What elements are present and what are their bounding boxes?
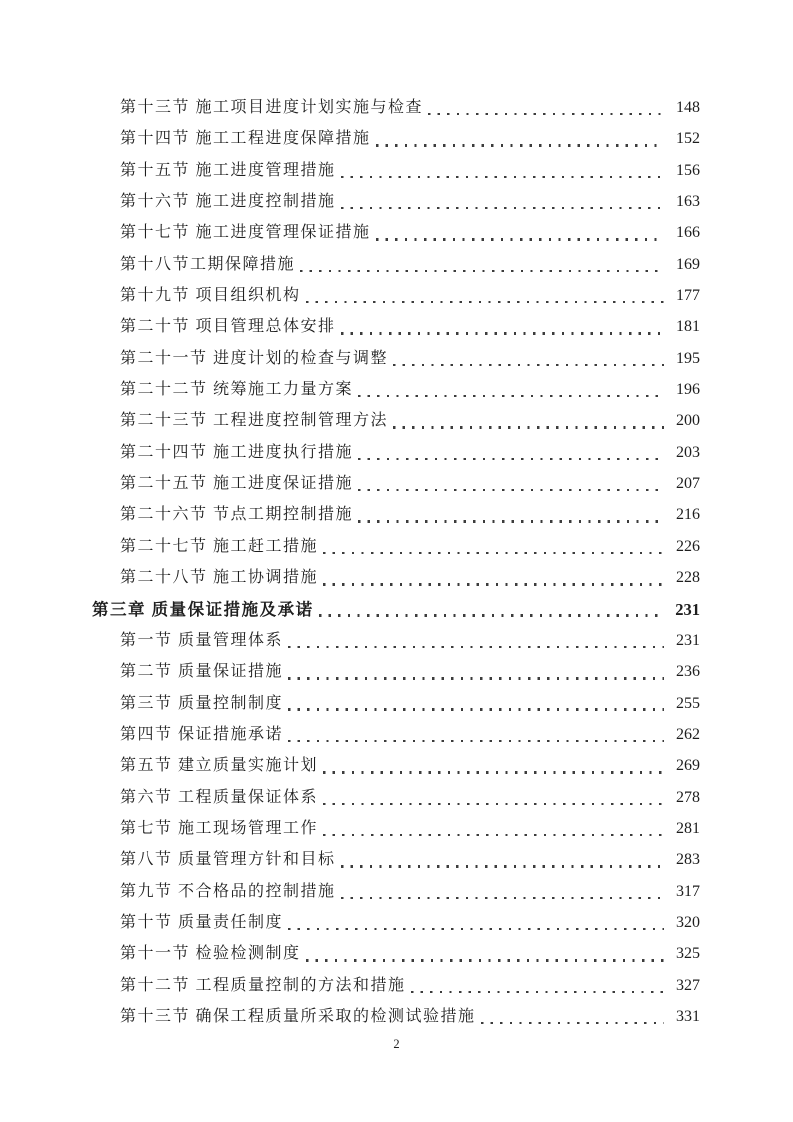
dot-leader: [388, 343, 670, 374]
toc-entry-label: 第二十三节 工程进度控制管理方法: [120, 412, 389, 430]
toc-entry-page: 166: [676, 224, 700, 242]
dot-leader: [353, 468, 670, 499]
dot-leader: [318, 750, 670, 781]
toc-entry-page: 278: [676, 788, 700, 806]
toc-entry-page: 327: [676, 976, 700, 994]
toc-section-entry[interactable]: [92, 876, 700, 907]
toc-entry-page: 195: [676, 349, 700, 367]
toc-entry-page: 177: [676, 287, 700, 305]
toc-entry-page: 269: [676, 757, 700, 775]
toc-entry-label: 第七节 施工现场管理工作: [120, 819, 319, 837]
dot-leader: [336, 844, 670, 875]
toc-section-entry[interactable]: [92, 343, 700, 374]
toc-entry-page: 216: [676, 506, 700, 524]
toc-section-entry[interactable]: [92, 844, 700, 875]
toc-entry-page: 200: [676, 412, 700, 430]
dot-leader: [283, 907, 670, 938]
toc-entry-label: 第二十节 项目管理总体安排: [120, 318, 336, 336]
toc-entry-label: 第五节 建立质量实施计划: [120, 757, 319, 775]
toc-entry-page: 203: [676, 443, 700, 461]
dot-leader: [406, 970, 670, 1001]
toc-section-entry[interactable]: [92, 938, 700, 969]
toc-section-entry[interactable]: [92, 217, 700, 248]
toc-entry-page: 320: [676, 913, 700, 931]
dot-leader: [336, 876, 670, 907]
toc-entry-label: 第二节 质量保证措施: [120, 663, 284, 681]
toc-section-entry[interactable]: [92, 155, 700, 186]
toc-entry-label: 第十节 质量责任制度: [120, 913, 284, 931]
toc-section-entry[interactable]: [92, 123, 700, 154]
toc-entry-label: 第一节 质量管理体系: [120, 631, 284, 649]
toc-entry-page: 207: [676, 475, 700, 493]
toc-entry-page: 231: [676, 631, 700, 649]
toc-entry-label: 第二十二节 统筹施工力量方案: [120, 381, 354, 399]
toc-section-entry[interactable]: [92, 813, 700, 844]
toc-entry-label: 第二十一节 进度计划的检查与调整: [120, 349, 389, 367]
toc-section-entry[interactable]: [92, 437, 700, 468]
toc-entry-label: 第八节 质量管理方针和目标: [120, 851, 336, 869]
toc-entry-label: 第十三节 确保工程质量所采取的检测试验措施: [120, 1007, 476, 1025]
toc-entry-page: 163: [676, 193, 700, 211]
toc-entry-page: 181: [676, 318, 700, 336]
toc-entry-label: 第二十四节 施工进度执行措施: [120, 443, 354, 461]
dot-leader: [318, 813, 670, 844]
toc-entry-label: 第六节 工程质量保证体系: [120, 788, 319, 806]
toc-entry-page: 196: [676, 381, 700, 399]
toc-section-entry[interactable]: [92, 970, 700, 1001]
toc-section-entry[interactable]: [92, 750, 700, 781]
toc-entry-page: 231: [675, 599, 700, 619]
toc-section-entry[interactable]: [92, 311, 700, 342]
dot-leader: [314, 594, 670, 625]
toc-section-entry[interactable]: [92, 92, 700, 123]
toc-entry-page: 325: [676, 945, 700, 963]
toc-section-entry[interactable]: [92, 186, 700, 217]
dot-leader: [318, 782, 670, 813]
toc-entry-page: 148: [676, 99, 700, 116]
dot-leader: [318, 531, 670, 562]
toc-entry-label: 第十九节 项目组织机构: [120, 287, 301, 305]
toc-entry-label: 第二十八节 施工协调措施: [120, 569, 319, 587]
toc-entry-label: 第三章 质量保证措施及承诺: [92, 599, 314, 619]
toc-entry-label: 第三节 质量控制制度: [120, 694, 284, 712]
toc-entry-label: 第二十五节 施工进度保证措施: [120, 475, 354, 493]
toc-entry-label: 第十三节 施工项目进度计划实施与检查: [120, 99, 424, 116]
toc-entry-page: 169: [676, 255, 700, 273]
dot-leader: [283, 625, 670, 656]
toc-section-entry[interactable]: [92, 531, 700, 562]
dot-leader: [336, 311, 670, 342]
dot-leader: [371, 123, 670, 154]
toc-entry-label: 第十四节 施工工程进度保障措施: [120, 130, 371, 148]
toc-section-entry[interactable]: [92, 625, 700, 656]
table-of-contents: [92, 92, 700, 1032]
toc-section-entry[interactable]: [92, 499, 700, 530]
toc-entry-label: 第二十七节 施工赶工措施: [120, 537, 319, 555]
toc-entry-page: 228: [676, 569, 700, 587]
toc-entry-page: 317: [676, 882, 700, 900]
toc-entry-page: 236: [676, 663, 700, 681]
toc-section-entry[interactable]: [92, 374, 700, 405]
dot-leader: [295, 249, 670, 280]
toc-section-entry[interactable]: [92, 468, 700, 499]
dot-leader: [353, 499, 670, 530]
dot-leader: [353, 437, 670, 468]
dot-leader: [318, 562, 670, 593]
toc-section-entry[interactable]: [92, 280, 700, 311]
toc-entry-label: 第四节 保证措施承诺: [120, 725, 284, 743]
toc-entry-label: 第十七节 施工进度管理保证措施: [120, 224, 371, 242]
toc-section-entry[interactable]: [92, 562, 700, 593]
dot-leader: [283, 656, 670, 687]
toc-entry-label: 第十一节 检验检测制度: [120, 945, 301, 963]
toc-section-entry[interactable]: [92, 249, 700, 280]
dot-leader: [336, 186, 670, 217]
toc-section-entry[interactable]: [92, 907, 700, 938]
toc-section-entry[interactable]: [92, 688, 700, 719]
dot-leader: [336, 155, 670, 186]
dot-leader: [283, 688, 670, 719]
toc-entry-page: 262: [676, 725, 700, 743]
toc-entry-page: 255: [676, 694, 700, 712]
toc-entry-label: 第九节 不合格品的控制措施: [120, 882, 336, 900]
toc-entry-label: 第十六节 施工进度控制措施: [120, 193, 336, 211]
toc-entry-page: 152: [676, 130, 700, 148]
footer-page-number: 2: [393, 1037, 400, 1051]
dot-leader: [371, 217, 670, 248]
toc-section-entry[interactable]: [92, 656, 700, 687]
toc-entry-page: 331: [676, 1007, 700, 1025]
dot-leader: [283, 719, 670, 750]
toc-section-entry[interactable]: [92, 782, 700, 813]
dot-leader: [301, 938, 670, 969]
dot-leader: [423, 92, 670, 123]
toc-entry-label: 第十五节 施工进度管理措施: [120, 161, 336, 179]
dot-leader: [301, 280, 670, 311]
toc-entry-page: 156: [676, 161, 700, 179]
toc-entry-label: 第十八节工期保障措施: [120, 255, 296, 273]
toc-entry-page: 281: [676, 819, 700, 837]
toc-entry-label: 第十二节 工程质量控制的方法和措施: [120, 976, 406, 994]
toc-entry-page: 283: [676, 851, 700, 869]
dot-leader: [353, 374, 670, 405]
toc-section-entry[interactable]: [92, 719, 700, 750]
toc-section-entry[interactable]: [92, 1001, 700, 1032]
toc-section-entry[interactable]: [92, 405, 700, 436]
dot-leader: [476, 1001, 670, 1032]
toc-entry-page: 226: [676, 537, 700, 555]
toc-chapter-entry[interactable]: [92, 594, 700, 625]
toc-entry-label: 第二十六节 节点工期控制措施: [120, 506, 354, 524]
dot-leader: [388, 405, 670, 436]
